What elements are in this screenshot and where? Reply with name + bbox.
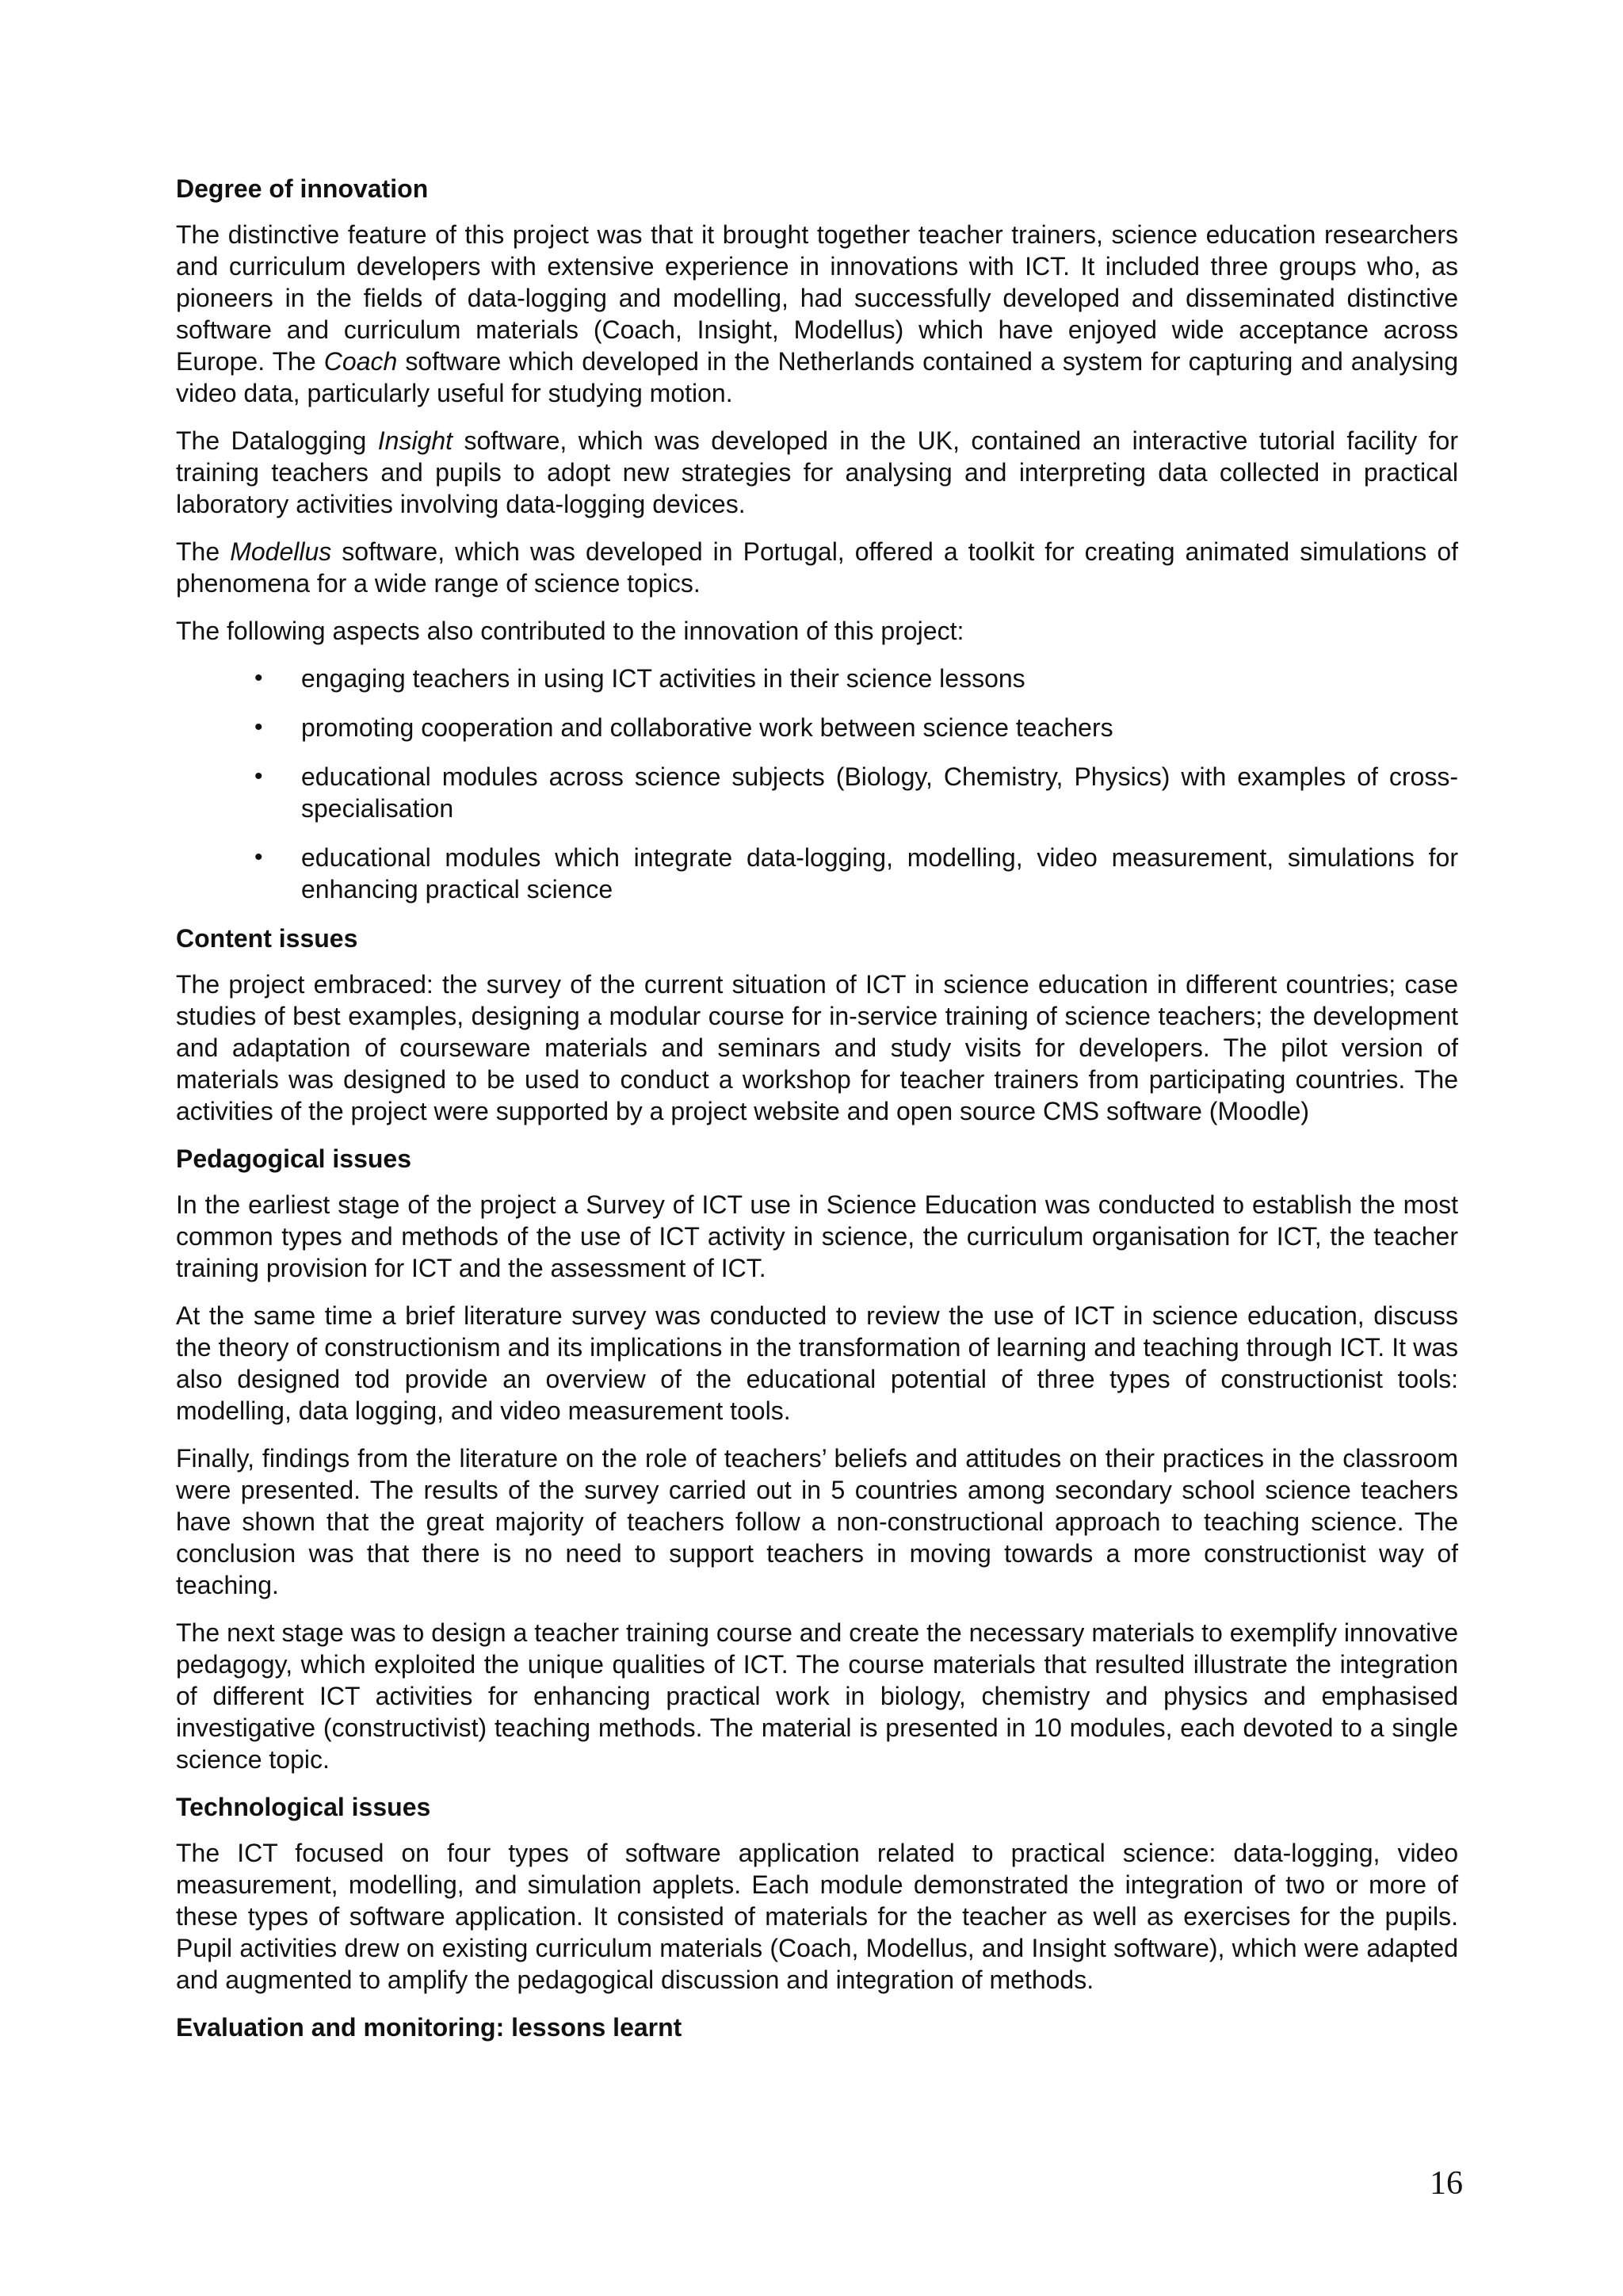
text-run: software, which was developed in the UK, contained an interactive tutorial facility for training teachers and pupils to adopt new strategies for analysing and interpreting data collected in practical laboratory activities involving data-logging devices.	[176, 426, 1459, 518]
list-item-text: engaging teachers in using ICT activities in their science lessons	[301, 664, 1025, 693]
text-run: The distinctive feature of this project was that it brought together teacher trainers, science education researchers and curriculum developers with extensive experience in innovations with ICT. It included three groups who, as pioneers in the fields of data-logging and modelling, had successfully developed and disseminated distinctive software and curriculum materials (Coach, Insight, Modellus) which have enjoyed wide acceptance across Europe. The	[176, 220, 1458, 376]
paragraph-pedagogical-4: The next stage was to design a teacher training course and create the necessary materials to exemplify innovative pedagogy, which exploited the unique qualities of ICT. The course materials that resulted illustrate the integration of different ICT activities for enhancing practical work in biology, chemistry and physics and emphasised investigative (constructivist) teaching methods. The material is presented in 10 modules, each devoted to a single science topic.	[176, 1618, 1458, 1774]
list-item-text: educational modules which integrate data-logging, modelling, video measurement, simulations for enhancing practical science	[301, 843, 1458, 904]
heading-degree-of-innovation: Degree of innovation	[176, 174, 429, 203]
text-run: The Datalogging	[176, 426, 378, 455]
paragraph-pedagogical-2: At the same time a brief literature survey was conducted to review the use of ICT in science education, discuss the theory of constructionism and its implications in the transformation of learning and teaching through ICT. It was also designed tod provide an overview of the educational potential of three types of constructionist tools: modelling, data logging, and video measurement tools.	[176, 1301, 1458, 1425]
bullet-icon: •	[254, 714, 263, 740]
list-item	[176, 663, 1458, 694]
list-item-text: educational modules across science subjects (Biology, Chemistry, Physics) with examples of cross-specialisation	[301, 762, 1458, 823]
heading-content-issues: Content issues	[176, 924, 358, 953]
bullet-icon: •	[254, 763, 263, 789]
paragraph-pedagogical-3: Finally, findings from the literature on the role of teachers’ beliefs and attitudes on their practices in the classroom were presented. The results of the survey carried out in 5 countries among secondary school science teachers have shown that the great majority of teachers follow a non-constructional approach to teaching science. The conclusion was that there is no need to support teachers in moving towards a more constructionist way of teaching.	[176, 1444, 1458, 1599]
bullet-icon: •	[254, 665, 263, 691]
heading-evaluation: Evaluation and monitoring: lessons learnt	[176, 2013, 682, 2042]
paragraph-innovation-1	[176, 219, 1458, 409]
paragraph-innovation-2	[176, 425, 1458, 520]
paragraph-pedagogical-1: In the earliest stage of the project a Survey of ICT use in Science Education was conducted to establish the most common types and methods of the use of ICT activity in science, the curriculum organisation for ICT, the teacher training provision for ICT and the assessment of ICT.	[176, 1190, 1458, 1282]
text-run: software which developed in the Netherlands contained a system for capturing and analysing video data, particularly useful for studying motion.	[176, 347, 1459, 407]
paragraph-innovation-3	[176, 536, 1458, 599]
list-item	[176, 712, 1458, 743]
text-run: software, which was developed in Portugal, offered a toolkit for creating animated simulations of phenomena for a wide range of science topics.	[176, 537, 1459, 598]
list-item	[176, 842, 1458, 905]
text-run: The	[176, 537, 231, 566]
italic-modellus: Modellus	[230, 537, 332, 566]
heading-pedagogical-issues: Pedagogical issues	[176, 1144, 412, 1173]
bullet-icon: •	[254, 844, 263, 870]
document-page	[176, 173, 1458, 2057]
list-item	[176, 761, 1458, 824]
heading-technological-issues: Technological issues	[176, 1793, 431, 1821]
bullet-list-innovation	[176, 663, 1458, 905]
paragraph-innovation-4: The following aspects also contributed to the innovation of this project:	[176, 617, 964, 645]
paragraph-content-1: The project embraced: the survey of the current situation of ICT in science education in different countries; case studies of best examples, designing a modular course for in-service training of science teachers; the development and adaptation of courseware materials and seminars and study visits for developers. The pilot version of materials was designed to be used to conduct a workshop for teacher trainers from participating countries. The activities of the project were supported by a project website and open source CMS software (Moodle)	[176, 970, 1458, 1125]
list-item-text: promoting cooperation and collaborative work between science teachers	[301, 713, 1113, 742]
italic-insight: Insight	[377, 426, 453, 455]
italic-coach: Coach	[323, 347, 398, 376]
paragraph-technological-1: The ICT focused on four types of software application related to practical science: data-logging, video measurement, modelling, and simulation applets. Each module demonstrated the integration of two or more of these types of software application. It consisted of materials for the teacher as well as exercises for the pupils. Pupil activities drew on existing curriculum materials (Coach, Modellus, and Insight software), which were adapted and augmented to amplify the pedagogical discussion and integration of methods.	[176, 1839, 1458, 1994]
page-number: 16	[1430, 2165, 1463, 2202]
